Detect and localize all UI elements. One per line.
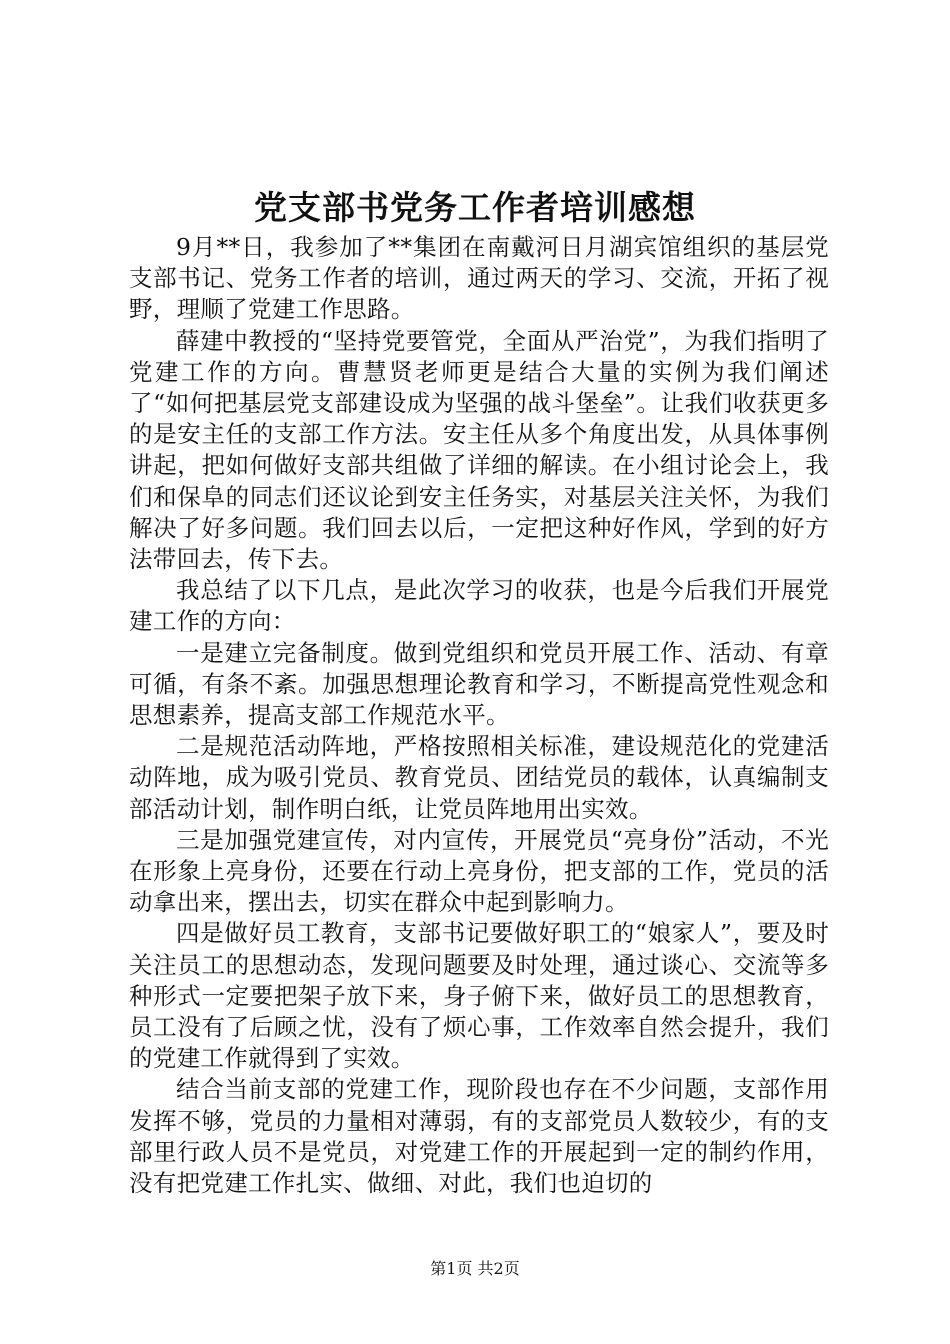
document-body bbox=[129, 232, 829, 1199]
page-number-footer: 第1页 共2页 bbox=[430, 1259, 520, 1278]
paragraph-current-issues: 结合当前支部的党建工作，现阶段也存在不少问题，支部作用发挥不够，党员的力量相对薄弱，有的支部党员人数较少，有的支部里行政人员不是党员，对党建工作的开展起到一定的制约作用，没有把党建工作扎实、做细、对此，我们也迫切的 bbox=[129, 1075, 829, 1198]
paragraph-point-two: 二是规范活动阵地，严格按照相关标准，建设规范化的党建活动阵地，成为吸引党员、教育党员、团结党员的载体，认真编制支部活动计划，制作明白纸，让党员阵地用出实效。 bbox=[129, 732, 829, 823]
paragraph-point-one: 一是建立完备制度。做到党组织和党员开展工作、活动、有章可循，有条不紊。加强思想理论教育和学习，不断提高党性观念和思想素养，提高支部工作规范水平。 bbox=[129, 638, 829, 730]
paragraph-point-three: 三是加强党建宣传，对内宣传，开展党员“亮身份”活动，不光在形象上亮身份，还要在行动上亮身份，把支部的工作，党员的活动拿出来，摆出去，切实在群众中起到影响力。 bbox=[129, 825, 829, 917]
paragraph-point-four: 四是做好员工教育，支部书记要做好职工的“娘家人”，要及时关注员工的思想动态，发现问题要及时处理，通过谈心、交流等多种形式一定要把架子放下来，身子俯下来，做好员工的思想教育，员工没有了后顾之忧，没有了烦心事，工作效率自然会提升，我们的党建工作就得到了实效。 bbox=[129, 919, 829, 1073]
paragraph-lectures: 薛建中教授的“坚持党要管党，全面从严治党”，为我们指明了党建工作的方向。曹慧贤老师更是结合大量的实例为我们阐述了“如何把基层党支部建设成为坚强的战斗堡垒”。让我们收获更多的是安主任的支部工作方法。安主任从多个角度出发，从具体事例讲起，把如何做好支部共组做了详细的解读。在小组讨论会上，我们和保阜的同志们还议论到安主任务实，对基层关注关怀，为我们解决了好多问题。我们回去以后，一定把这种好作风，学到的好方法带回去，传下去。 bbox=[129, 326, 829, 574]
paragraph-summary-lead: 我总结了以下几点，是此次学习的收获，也是今后我们开展党建工作的方向： bbox=[129, 576, 829, 636]
document-title: 党支部书党务工作者培训感想 bbox=[254, 188, 696, 227]
paragraph-intro: 9月**日，我参加了**集团在南戴河日月湖宾馆组织的基层党支部书记、党务工作者的培训，通过两天的学习、交流，开拓了视野，理顺了党建工作思路。 bbox=[129, 233, 829, 324]
